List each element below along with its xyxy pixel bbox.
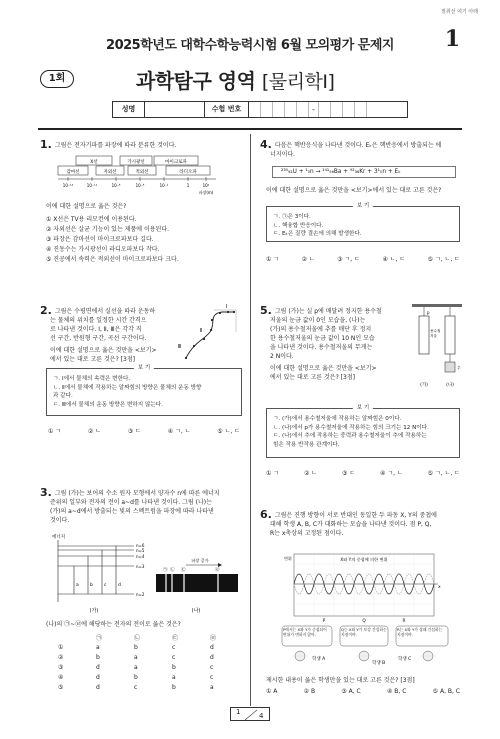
transition-label: a [76, 583, 79, 588]
table-cell: b [134, 643, 138, 651]
question-number: 1. [40, 138, 52, 151]
bogi-item: ㄷ. (나)에서 추에 작용하는 중력과 용수철저울이 추에 작용하는 [273, 433, 427, 439]
bogi-title: 보 기 [353, 404, 373, 413]
label-gamma: 감마선 [66, 170, 80, 175]
name-field[interactable] [145, 102, 205, 117]
page-number-large: 1 [444, 26, 460, 52]
answer-option[interactable]: ⑤ 진공에서 속력은 적외선이 마이크로파보다 크다. [46, 256, 179, 263]
exam-number-box[interactable] [367, 102, 379, 117]
transition-label: d [118, 583, 121, 588]
answer-option[interactable]: ② 자외선은 살균 기능이 있는 제품에 이용된다. [46, 226, 170, 233]
table-cell: ② [58, 653, 64, 661]
table-header-cell: ㉣ [210, 634, 217, 642]
header-rule [38, 128, 462, 130]
bogi-title: 보 기 [134, 364, 154, 373]
answer-choices [266, 468, 460, 477]
region-label: Ⅱ [200, 328, 203, 334]
name-exam-number-bar [112, 101, 408, 118]
subject-subtitle: [물리학Ⅰ] [261, 71, 335, 93]
exam-number-box[interactable] [343, 102, 355, 117]
bogi-title: 보 기 [353, 202, 373, 211]
weight-label: 추 [457, 366, 461, 370]
question-6 [260, 510, 462, 538]
speech-bubble: R는 X와 Y가 상쇄 간섭하는 지점이야. [397, 627, 443, 637]
tick-label: 10² [202, 183, 210, 188]
question-stem-line: 을 나타낸 것이다. 용수철저울의 무게는 [270, 344, 373, 351]
answer-choice[interactable]: ⑤ ㄱ, ㄴ, ㄷ [427, 470, 460, 477]
answer-choice[interactable]: ④ ㄴ, ㄷ [382, 256, 406, 263]
bogi-item: ㄴ. 핵융합 반응이다. [273, 222, 324, 229]
question-number: 5. [260, 304, 272, 317]
answer-choice[interactable]: ② ㄴ [304, 470, 318, 477]
question-stem-line: 다음은 핵반응식을 나타낸 것이다. Eₖ은 핵반응에서 방출되는 에 [274, 142, 442, 149]
em-spectrum-figure [56, 150, 226, 196]
answer-option[interactable]: ③ 파장은 감마선이 마이크로파보다 길다. [46, 236, 154, 243]
answer-choice[interactable]: ③ ㄷ [127, 428, 141, 435]
panel-label-b: (나) [446, 383, 454, 388]
table-cell: a [134, 663, 138, 671]
question-4 [260, 140, 460, 159]
exam-number-box[interactable] [319, 102, 331, 117]
label-radio: 라디오파 [179, 170, 197, 175]
question-ask: (나)의 ㉠~㉣에 해당하는 전자의 전이로 옳은 것은? [46, 621, 181, 628]
bogi-item: ㄴ. Ⅱ에서 물체에 작용하는 알짜힘의 방향은 물체의 운동 방향 [53, 384, 202, 391]
exam-number-box[interactable] [355, 102, 367, 117]
answer-choice[interactable]: ② B [303, 688, 316, 695]
table-cell: c [172, 653, 176, 661]
wave-dialogue-figure [280, 552, 450, 672]
point-label: R [402, 618, 406, 623]
question-2 [40, 306, 180, 364]
answer-choice[interactable]: ② ㄴ [87, 428, 102, 435]
question-ask: 에서 있는 대로 고른 것은? [3점] [50, 356, 135, 363]
answer-choice[interactable]: ④ ㄱ, ㄴ [380, 470, 403, 477]
bogi-item: ㄱ. Ⅰ에서 물체의 속력은 변한다. [53, 376, 131, 382]
question-3 [40, 488, 246, 525]
energy-axis-label: 에너지 [52, 535, 66, 540]
region-label: Ⅰ [226, 304, 228, 310]
string-label: p [427, 310, 430, 315]
panel-label-a: (가) [89, 608, 99, 614]
question-ask: 이에 대한 설명으로 옳은 것만을 <보기> [270, 365, 377, 372]
graph-y-label: 변위 [284, 556, 292, 561]
table-cell: d [210, 653, 214, 661]
answer-choice[interactable]: ⑤ ㄴ, ㄷ [217, 428, 240, 435]
bogi-item: ㄷ. Eₖ은 질량 결손에 의해 발생한다. [273, 231, 362, 237]
table-cell: c [210, 673, 214, 681]
table-row[interactable] [52, 672, 242, 682]
bogi-item: 과 같다. [53, 393, 73, 399]
table-cell: d [96, 663, 100, 671]
spectrum-mark: ㉣ [215, 568, 220, 573]
bogi-box [266, 203, 460, 242]
question-stem-line: 대해 학생 A, B, C가 대화하는 모습을 나타낸 것이다. 점 P, Q, [270, 521, 432, 528]
table-cell: a [96, 643, 100, 651]
exam-round-badge: 1회 [40, 70, 74, 88]
question-1-body [46, 202, 246, 265]
current-page: 1 [236, 708, 241, 716]
question-stem-line: 것이다. [50, 517, 70, 524]
subject-title [136, 65, 334, 94]
question-ask: 이에 대한 설명으로 옳은 것만을 <보기>에서 있는 대로 고른 것은? [266, 187, 442, 194]
question-stem-line: 선 구간, 반원형 구간, 곡선 구간이다. [50, 335, 147, 342]
student-icon [423, 651, 433, 661]
exam-number-dash: - [309, 102, 319, 117]
table-cell: d [96, 683, 100, 691]
question-stem-line: 그림은 진행 방향이 서로 반대인 동일한 두 파동 X, Y의 중첩에 [274, 512, 437, 519]
page-indicator [230, 707, 270, 721]
table-cell: d [96, 673, 100, 681]
table-cell: b [134, 673, 138, 681]
table-header-cell: ㉢ [172, 634, 179, 642]
table-cell: ⑤ [58, 683, 64, 691]
table-header [52, 632, 242, 642]
student-icon [359, 651, 369, 661]
answer-choice[interactable]: ① ㄱ [266, 256, 280, 263]
table-cell: a [134, 653, 138, 661]
transition-label: c [104, 583, 107, 588]
arrow-right-icon [218, 563, 222, 567]
axis-unit: 파장(m) [198, 190, 214, 195]
answer-choice[interactable]: ① A [266, 688, 278, 695]
question-stem-line: 저울의 눈금 값이 0인 모습을, (나)는 [270, 317, 366, 324]
graph-title: X와 Y의 중첩에 의한 변위 [340, 557, 388, 562]
column-divider [250, 134, 251, 706]
student-label: 학생 B [372, 661, 386, 666]
answer-choice[interactable]: ③ A, C [341, 688, 361, 695]
question-number: 3. [40, 486, 52, 499]
answer-choice[interactable]: ① ㄱ [266, 470, 280, 477]
level-label: n=4 [136, 554, 145, 559]
answer-choices [48, 426, 240, 435]
question-stem-line: 는 물체의 위치를 일정한 시간 간격으 [50, 317, 147, 324]
table-cell: b [96, 653, 100, 661]
answer-choice[interactable]: ⑤ A, B, C [432, 688, 460, 695]
exam-number-box[interactable] [297, 102, 309, 117]
question-ask: 이에 대한 설명으로 옳은 것은? [46, 203, 127, 210]
table-row[interactable] [52, 682, 242, 692]
bogi-item: 힘은 작용 반작용 관계이다. [273, 441, 340, 448]
question-number: 6. [260, 508, 272, 521]
tick-label: 10⁻⁵ [135, 183, 145, 188]
question-stem-line: (가)의 용수철저울에 추를 매단 후 정지 [270, 326, 372, 333]
question-stem-line: 너지이다. [270, 151, 296, 158]
answer-choice[interactable]: ④ ㄱ, ㄴ [167, 428, 191, 435]
motion-path-figure [174, 302, 244, 362]
question-1 [40, 140, 245, 150]
tick-label: 10⁻¹⁴ [62, 183, 74, 188]
exam-number-box[interactable] [331, 102, 343, 117]
level-label: n=3 [136, 564, 145, 569]
spectrum-mark: ㉠ [163, 568, 168, 573]
answer-choice[interactable]: ④ B, C [387, 688, 407, 695]
table-row[interactable] [52, 652, 242, 662]
spectrum-mark: ㉡ [170, 568, 175, 573]
answer-choice[interactable]: ③ ㄱ, ㄷ [337, 256, 360, 263]
bogi-item: ㄷ. Ⅲ에서 물체의 운동 방향은 변하지 않는다. [53, 401, 163, 408]
answer-choice[interactable]: ③ ㄷ [342, 470, 356, 477]
level-label: n=2 [136, 592, 145, 597]
exam-title: 2025학년도 대학수학능력시험 6월 모의평가 문제지 [106, 38, 394, 53]
answer-choice[interactable]: ⑤ ㄱ, ㄴ, ㄷ [427, 256, 460, 263]
exam-number-label: 수험 번호 [205, 102, 249, 117]
point-label: P [322, 618, 326, 623]
label-xray: X선 [90, 160, 98, 165]
subject-name: 과학탐구 영역 [136, 69, 256, 93]
table-header-cell: ㉠ [96, 634, 103, 642]
exam-number-box[interactable] [273, 102, 285, 117]
spring-scale-figure [410, 302, 465, 394]
table-cell: ④ [58, 673, 64, 681]
transition-label: b [90, 583, 93, 588]
table-cell: ① [58, 643, 64, 651]
bogi-box [266, 405, 460, 458]
point-label: Q [362, 618, 366, 623]
table-row[interactable] [52, 662, 242, 672]
answer-choices [266, 688, 460, 695]
label-visible: 가시광선 [127, 160, 145, 165]
table-header-cell: ㉡ [134, 634, 141, 642]
panel-label-b: (나) [191, 608, 201, 614]
table-cell: a [172, 673, 176, 681]
table-cell: b [172, 663, 176, 671]
question-stem-line: R는 x축상의 고정된 점이다. [270, 530, 344, 537]
question-stem: 그림은 전자기파를 파장에 따라 분류한 것이다. [54, 142, 177, 149]
student-label: 학생 C [398, 657, 412, 662]
exam-number-box[interactable] [249, 102, 261, 117]
name-label: 성명 [113, 102, 145, 117]
table-cell: a [210, 683, 214, 691]
table-cell: c [210, 663, 214, 671]
student-label: 학생 A [312, 657, 326, 662]
panel-label-a: (가) [420, 383, 428, 388]
question-stem-line: 그림 (가)는 보어의 수소 원자 모형에서 양자수 n에 따른 에너지 [54, 490, 220, 497]
fig-label: 저울 [430, 334, 437, 338]
question-5 [260, 306, 410, 382]
speech-bubble: P에서는 X와 Y가 중첩되어 변위가 변하지 않아. [283, 627, 327, 637]
table-cell: d [210, 643, 214, 651]
question-stem-line: (가)의 a~d에서 방출되는 빛의 스펙트럼을 파장에 따라 나타낸 [50, 508, 214, 515]
table-cell: ③ [58, 663, 64, 671]
wavelength-label: 파장 증가 [191, 558, 209, 563]
bogi-item: ㄱ. (가)에서 용수철저울에 작용하는 알짜힘은 0이다. [273, 416, 402, 422]
level-label: n=6 [136, 543, 145, 548]
energy-level-figure [50, 532, 245, 614]
answer-choice[interactable]: ② ㄴ [301, 256, 315, 263]
question-ask: 제시한 내용이 옳은 학생만을 있는 대로 고른 것은? [3점] [266, 677, 415, 684]
table-cell: c [134, 683, 138, 691]
tick-label: 10⁻¹¹ [86, 183, 98, 188]
question-ask: 이에 대한 설명으로 옳은 것만을 <보기> [50, 347, 157, 354]
exam-number-box[interactable] [285, 102, 297, 117]
nuclear-equation: ²³⁵₉₂U + ¹₀n → ¹⁴¹₅₆Ba + ⁹²₃₆Kr + 3¹₀n + Eₖ [272, 166, 456, 178]
answer-option[interactable]: ④ 진동수는 가시광선이 라디오파보다 작다. [46, 246, 160, 253]
tick-label: 10⁻⁸ [111, 183, 121, 188]
table-cell: b [172, 683, 176, 691]
bogi-item: ㄴ. (나)에서 p가 용수철저울에 작용하는 힘의 크기는 12 N이다. [273, 424, 429, 431]
answer-choice[interactable]: ① ㄱ [48, 428, 62, 435]
table-cell: c [172, 643, 176, 651]
cut-line-mark: 절취선 여기 아래 [441, 9, 478, 15]
answer-choices [266, 254, 460, 263]
tick-label: 1 [186, 183, 190, 188]
question-ask: 에서 있는 대로 고른 것은? [3점] [270, 374, 355, 381]
total-pages: 4 [259, 712, 264, 720]
answer-table [52, 632, 242, 692]
question-stem-line: 로 나타낸 것이다. Ⅰ, Ⅱ, Ⅲ은 각각 직 [50, 326, 142, 333]
question-number: 4. [260, 138, 272, 151]
question-stem-line: 2 N이다. [270, 353, 294, 360]
fig-label: 용수철 [430, 329, 441, 333]
label-uv: 자외선 [103, 170, 117, 175]
region-label: Ⅲ [178, 344, 182, 350]
question-number: 2. [40, 304, 52, 317]
question-stem-line: 준위의 일부와 전자의 전이 a~d를 나타낸 것이다. 그림 (나)는 [50, 499, 212, 506]
answer-option[interactable]: ① X선은 TV용 리모컨에 이용된다. [46, 216, 137, 223]
bogi-box [46, 365, 242, 416]
level-label: n=5 [136, 548, 145, 553]
speech-bubble: Q는 X와 Y가 보강 간섭하는 지점이야. [341, 627, 387, 637]
label-ir: 적외선 [135, 170, 149, 175]
exam-number-box[interactable] [261, 102, 273, 117]
question-stem-line: 그림은 수평면에서 실선을 따라 운동하 [54, 308, 156, 315]
graph-x-label: x [438, 585, 441, 590]
spectrum-mark: ㉢ [181, 568, 186, 573]
bogi-item: ㄱ. ㉠은 3이다. [273, 214, 311, 220]
question-stem-line: 그림 (가)는 실 p에 매달려 정지한 용수철 [274, 308, 382, 315]
student-icon [295, 651, 305, 661]
question-stem-line: 한 용수철저울의 눈금 값이 10 N인 모습 [270, 335, 375, 342]
tick-label: 10⁻² [159, 183, 169, 188]
label-microwave: 마이크로파 [165, 160, 187, 165]
table-row[interactable] [52, 642, 242, 652]
